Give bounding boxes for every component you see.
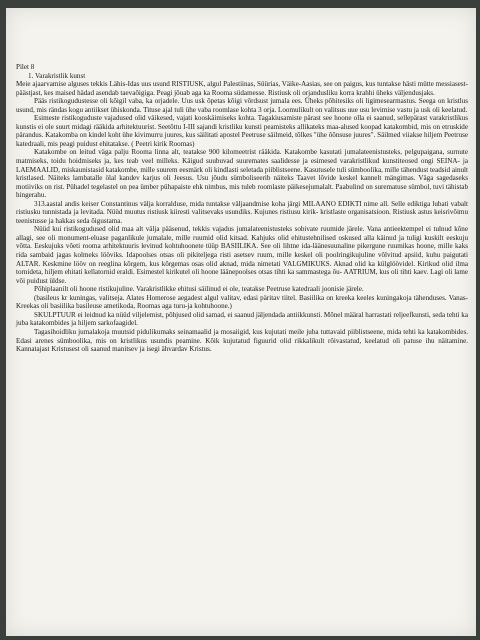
paragraph: Pääs ristikogudustesse oli kõigil vaba, ka orjadele. Uus usk õpetas kõigi võrdsust jumala ees. Üheks põhitesiks oli ligimesearmastus. Seega on kristlus usund, mis rändas kogu antiikset ühiskonda. Tituse ajal tuli ühe vaba roomlase kohta 3 orja. Loomulikult on valitsus uue usu levimise vastu ja usk oli keelatud. <box>16 97 468 114</box>
paragraph: Katakombe on leitud väga palju Rooma linna alt, teatakse 900 kilomeetrist rääkida. Katakombe kasutati jumalateenistusteks, pelgupaigana, surnute matmiseks, toidu hoidmiseks ja, kes teab veel milleks. Käigud suubuvad suuremates saalidesse ja esimesed varakristlikud kunstiteosed ongi SEINA- ja LAEMAALID, miskaunistasid katakombe, mille suurem eesmärk oli kindlasti seletada piiblistseene. Kasutusele tuli sümboolika, mille tähendust teadsid ainult kristlased. Näiteks lambatalle ölal kandev karjus oli Jeesus. Usu jõudu sümboliseerib näiteks Taavet lõvide keskel kannelt mängimas. Väga sagedaseks motiiviks on rist. Pühadel tegelastel on pea ümber pühapaiste ehk nimbus, mis tuleb roomlaste päikesejumalalt. Paabulind on surematuse sümbol, tuvi tähistab hingerahu. <box>16 148 468 200</box>
paragraph: SKULPTUUR ei leidnud ka nüüd viljelemist, põhjused olid samad, ei saanud jäljendada antiikkunsti. Mõnel määral harrastati reljeefkunsti, seda tehti ka juba katakombides ja hiljem sarkofaagidel. <box>16 310 468 328</box>
paragraph-list <box>16 80 468 354</box>
paragraph: Meie ajaarvamise alguses tekkis Lähis-Idas uus usund RISTIUSK, algul Palestiinas, Süürias, Väike-Aasias, see on paigus, kus tuntakse hästi mütte messiasest-päästjast, kes maised hädad asendab taevaõigiga. Peagi jõuab aga ka Rooma südamesse. Ristiusk oli orjandusliku korra krahhi üheks väljendusjaks. <box>16 80 468 97</box>
ticket-heading: Pilet 8 <box>16 63 35 71</box>
paragraph: (basileus kr kuningas, valitseja. Alates Homerose aegadest algul valitav, edasi päritav tiitel. Basiilika on kreeka keeles kuningakoja tähenduses. Vanas-Kreekas oli basiilika basileuse ametikoda, Roomas aga turu-ja kohtuhoone.) <box>16 293 468 311</box>
paragraph: Esimeste ristikoguduste vajadused olid väikesed, vajati kooskäimiseks kohta. Tagakiusamiste pärast see hoone olla ei saanud, sellepärast varakristlikus kunstis ei ole suurt midagi rääkida arhitektuurist. Seetõttu I-III sajandi kristliku kunsti peamisteks allikateks maa-alused koopad katakombid, mis on etruskide pärandus. Katakomba on kindel koht ühe kivimurru juures, kus säilitati apostel Peetruse säilmeid, tõlkes "ühe õõnsuse juures". Säilmed viiakse hiljem Peetruse katedraali, mis peagi puidust ehitatakse. ( Peetri kirik Roomas) <box>16 114 468 148</box>
paragraph: 313.aastal andis keiser Constantinus välja korralduse, mida tuntakse väljaandmise koha järgi MILAANO EDIKTI nime all. Selle ediktiga lubati vabalt ristiusku tunnistada ja levitada. Nüüd muutus ristiusk kiiresti valitsevaks usundiks. Kujunes ristiusu kirik- kristlaste organisatsioon. Ristiusk astus keisrivõimu teenistusse ja hakkas seda õigustama. <box>16 199 468 225</box>
paragraph: Tagasihoidliku jumalakoja muutsid pidulikumaks seinamaalid ja mosaiigid, kus kujutati meile juba tuttavaid piiblistseene, mida tehti ka katakombides. Edasi arenes sümboolika, mis on kristlikus usundis peamine. Kõik kujutatud figuurid olid rikkalikult rõivastatud, keelatud oli patuse ihu näitamine. Kannatajast Kristusest oli saanud manitsev ja isegi ähvardav Kristus. <box>16 327 468 354</box>
document-content <box>16 63 468 354</box>
section-heading: 1. Varakristlik kunst <box>28 71 86 80</box>
paragraph: Põhiplaanilt oli hoone ristikujuline. Varakristlikke ehitusi säilinud ei ole, teatakse Peetruse katedraali joonisie järele. <box>34 285 364 294</box>
document-page <box>6 8 476 636</box>
paragraph: Nüüd kui ristikogudused olid maa alt välja pääsenud, tekkis vajadus jumalateenistusteks sobivate ruumide järele. Vana antieektempel ei tulnud kõne allagi, see oli monument-eluase paganlikule jumalale, mille ruumid olid kitsad. Kahjuks olid ehitustehnilised oskused alla käinud ja tuligi kuskilt eeskuju võtta. Eeskujuks võeti rooma arhitektuuris levinud kohtuhoonete tüüp BASIILIKA. See oli lihtne ida-läänesuunaline pikergune ruumikas hoone, mille kaks rida sambaid jagas kolmeks lööviks. Idapoolses otsas oli pikiteljega risti asetsev ruum, mille keskel oli poolringikujuline võlvitud apsiid, kuhu paigutati ALTAR. Keskmine lööv on reeglina kõrgem, kus kõrgemas osas olid aknad, mida nimetati VALGMIKUKS. Aknad olid ka külglöövidel. Kirikud olid ilma tornideta, hiljem ehitati kellatornid eraldi. Esimestel kirikutel oli hoone läänepoolses otsas tihti ka sammastega õu- AATRIUM, kus oli tihti kaev. Lagi oli lame või puidust üldse. <box>16 225 468 285</box>
